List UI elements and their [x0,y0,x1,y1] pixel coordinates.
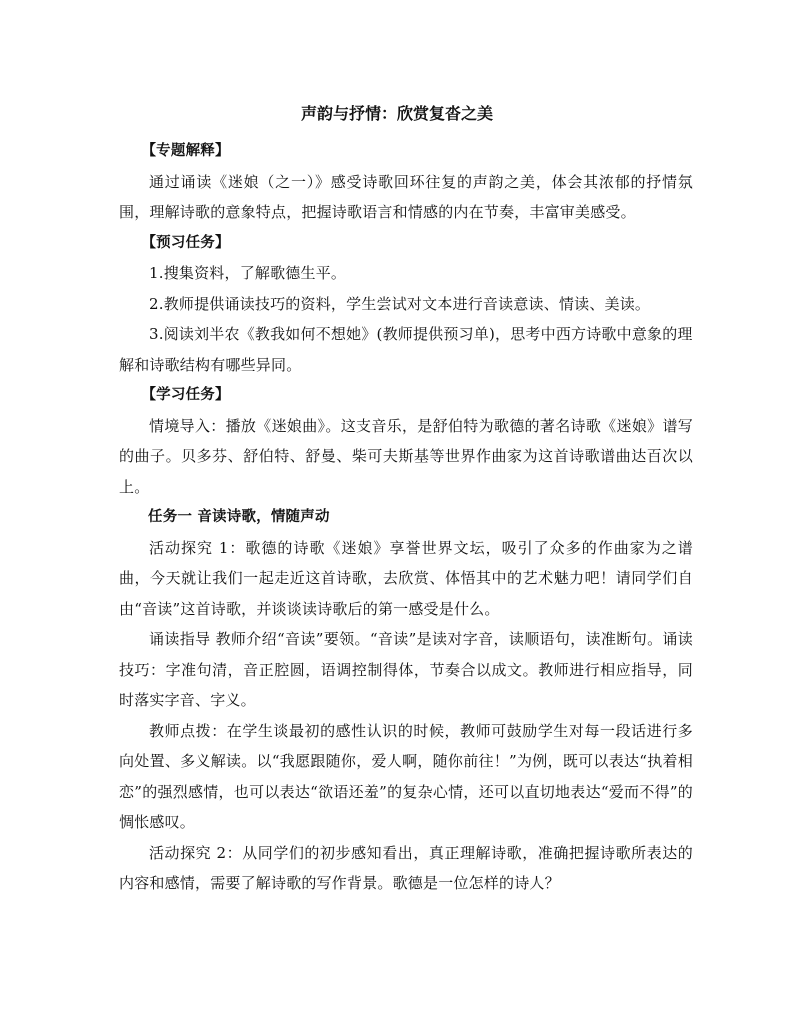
section-heading-preview: 【预习任务】 [141,233,230,251]
teacher-note-paragraph: 教师点拨：在学生谈最初的感性认识的时候，教师可鼓励学生对每一段话进行多向处置、多义解读。以“我愿跟随你，爱人啊，随你前往！”为例，既可以表达“执着相恋”的强烈感情，也可以表达“欲语还羞”的复杂心情，还可以直切地表达“爱而不得”的惆怅感叹。 [119,721,693,831]
guidance-paragraph: 诵读指导 教师介绍“音读”要领。“音读”是读对字音，读顺语句，读准断句。诵读技巧：字准句清，音正腔圆，语调控制得体，节奏合以成文。教师进行相应指导，同时落实字音、字义。 [119,630,693,709]
document-body [119,136,693,899]
preview-item-3: 3.阅读刘半农《教我如何不想她》(教师提供预习单)，思考中西方诗歌中意象的理解和诗歌结构有哪些异同。 [119,325,693,374]
section-heading-explanation: 【专题解释】 [141,142,230,159]
preview-item-1: 1.搜集资料，了解歌德生平。 [149,264,347,282]
explanation-paragraph: 通过诵读《迷娘（之一）》感受诗歌回环往复的声韵之美，体会其浓郁的抒情氛围，理解诗歌的意象特点，把握诗歌语言和情感的内在节奏，丰富审美感受。 [119,172,693,221]
activity2-paragraph: 活动探究 2：从同学们的初步感知看出，真正理解诗歌，准确把握诗歌所表达的内容和感情，需要了解诗歌的写作背景。歌德是一位怎样的诗人？ [119,843,693,892]
section-heading-study: 【学习任务】 [141,386,230,403]
document-title: 声韵与抒情：欣赏复沓之美 [300,104,493,123]
preview-item-2: 2.教师提供诵读技巧的资料，学生尝试对文本进行音读意读、情读、美读。 [149,294,651,313]
task1-heading: 任务一 音读诗歌，情随声动 [148,508,330,525]
study-intro-paragraph: 情境导入：播放《迷娘曲》。这支音乐，是舒伯特为歌德的著名诗歌《迷娘》谱写的曲子。贝多芬、舒伯特、舒曼、柴可夫斯基等世界作曲家为这首诗歌谱曲达百次以上。 [119,416,693,496]
activity1-paragraph: 活动探究 1：歌德的诗歌《迷娘》享誉世界文坛，吸引了众多的作曲家为之谱曲，今天就让我们一起走近这首诗歌，去欣赏、体悟其中的艺术魅力吧！请同学们自由“音读”这首诗歌，并谈谈读诗歌后的第一感受是什么。 [119,538,693,618]
